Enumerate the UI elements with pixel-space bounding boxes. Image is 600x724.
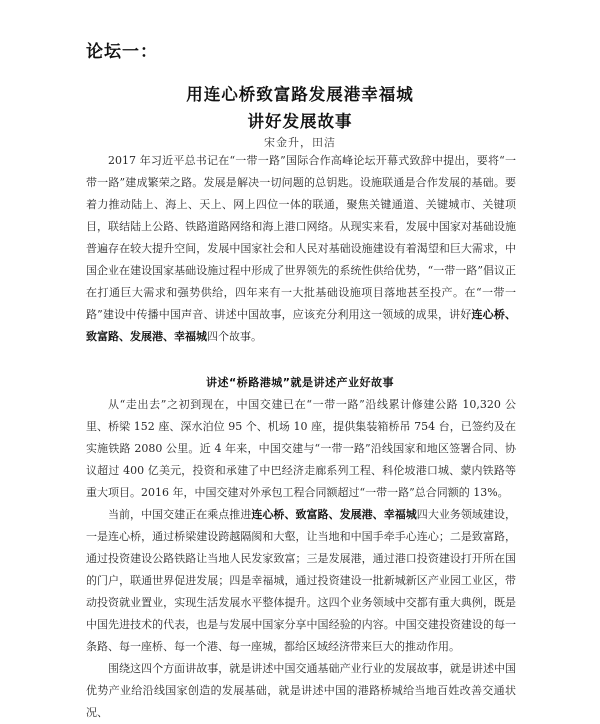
paragraph-business-text: 当前，中国交建正在乘点推进 bbox=[108, 508, 252, 521]
paragraph-intro-highlight: 连心桥、致富路、发展港、幸福城 bbox=[86, 308, 517, 343]
paragraph-stats-text: 从“走出去”之初到现在，中国交建已在“一带一路”沿线累计修建公路 10,320 公里、桥梁 152 座、深水泊位 95 个、机场 10 座，提供集装箱桥吊 754 台，已签约及在实施铁路 2080 公里。近 4 年来，中国交建与“一带一路”沿线国家和地区签署合同、协议超过 400 亿美元，投资和承建了中巴经济走廊系列工程、科伦坡港口城、蒙内铁路等重大项目。2016 年，中国交建对外承包工程合同额超过“一带一路”总合同额的 13%。 bbox=[86, 398, 516, 499]
article-subtitle: 讲好发展故事 bbox=[247, 112, 353, 131]
paragraph-stats bbox=[86, 394, 516, 504]
paragraph-intro bbox=[86, 150, 516, 348]
paragraph-closing-text: 围绕这四个方面讲故事，就是讲述中国交通基础产业行业的发展故事，就是讲述中国优势产业给沿线国家创造的发展基础，就是讲述中国的港路桥城给当地百姓改善交通状况、 bbox=[86, 662, 516, 719]
article-title: 用连心桥致富路发展港幸福城 bbox=[186, 85, 414, 104]
forum-label: 论坛一： bbox=[86, 42, 158, 62]
paragraph-intro-tail: 四个故事。 bbox=[207, 330, 262, 343]
paragraph-business bbox=[86, 504, 516, 658]
paragraph-closing bbox=[86, 658, 516, 724]
author-line: 宋金升，田洁 bbox=[264, 136, 336, 149]
paragraph-business-tail: 四大业务领域建设，一是连心桥，通过桥梁建设跨越隔阂和大壑，让当地和中国手牵手心连心；二是致富路，通过投资建设公路铁路让当地人民发家致富；三是发展港，通过港口投资建设打开所在国的门户，联通世界促进发展；四是幸福城，通过投资建设一批新城新区产业园工业区，带动投资就业置业，实现生活发展水平整体提升。这四个业务领域中交都有重大典例，既是中国先进技术的代表，也是与发展中国家分享中国经验的内容。中国交建投资建设的每一条路、每一座桥、每一个港、每一座城，都给区域经济带来巨大的推动作用。 bbox=[86, 508, 517, 653]
section-heading: 讲述“桥路港城”就是讲述产业好故事 bbox=[206, 376, 394, 389]
paragraph-intro-text: 2017 年习近平总书记在“一带一路”国际合作高峰论坛开幕式致辞中提出，要将“一带一路”建成繁荣之路。发展是解决一切问题的总钥匙。设施联通是合作发展的基础。要着力推动陆上、海上、天上、网上四位一体的联通，聚焦关键通道、关键城市、关键项目，联结陆上公路、铁路道路网络和海上港口网络。从现实来看，发展中国家对基础设施普遍存在较大提升空间，发展中国家社会和人民对基础设施建设有着渴望和巨大需求，中国企业在建设国家基础设施过程中形成了世界领先的系统性供给优势，“一带一路”倡议正在打通巨大需求和强势供给，四年来有一大批基础设施项目落地甚至投产。在“一带一路”建设中传播中国声音、讲述中国故事，应该充分利用这一领域的成果，讲好 bbox=[86, 154, 516, 321]
paragraph-business-highlight: 连心桥、致富路、发展港、幸福城 bbox=[251, 508, 417, 521]
